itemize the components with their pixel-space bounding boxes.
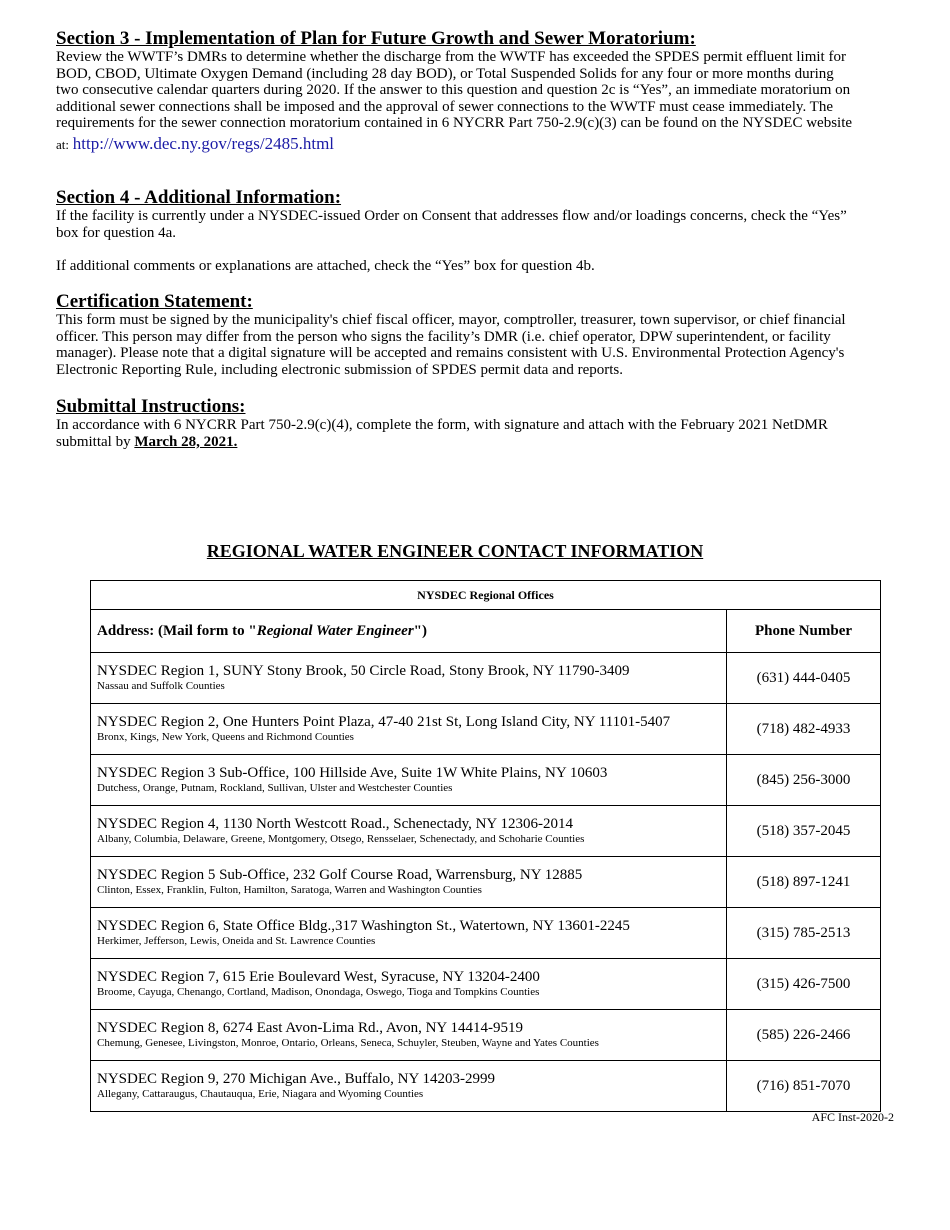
table-row <box>91 1061 881 1112</box>
office-phone: (315) 426-7500 <box>727 959 881 1010</box>
office-address: NYSDEC Region 3 Sub-Office, 100 Hillside Ave, Suite 1W White Plains, NY 10603 <box>97 765 608 781</box>
address-cell <box>91 1061 727 1112</box>
table-row <box>91 959 881 1010</box>
office-phone: (716) 851-7070 <box>727 1061 881 1112</box>
address-cell <box>91 959 727 1010</box>
table-row <box>91 704 881 755</box>
office-counties: Dutchess, Orange, Putnam, Rockland, Sullivan, Ulster and Westchester Counties <box>97 782 453 794</box>
office-counties: Chemung, Genesee, Livingston, Monroe, Ontario, Orleans, Seneca, Schuyler, Steuben, Wayne and Yates Counties <box>97 1037 599 1049</box>
submittal-body <box>56 417 856 450</box>
section-4 <box>56 188 856 275</box>
table-row <box>91 755 881 806</box>
table-row <box>91 806 881 857</box>
table-caption: NYSDEC Regional Offices <box>91 581 881 610</box>
office-phone: (718) 482-4933 <box>727 704 881 755</box>
regional-offices-table <box>90 580 881 1112</box>
office-counties: Albany, Columbia, Delaware, Greene, Montgomery, Otsego, Rensselaer, Schenectady, and Schoharie Counties <box>97 833 585 845</box>
address-header-prefix: Address: (Mail form to " <box>97 622 257 639</box>
section-3-link-line <box>56 134 856 155</box>
address-header <box>91 610 727 653</box>
submittal-body-text: In accordance with 6 NYCRR Part 750-2.9(c)(4), complete the form, with signature and attach with the February 2021 NetDMR submittal by <box>56 417 828 450</box>
address-cell <box>91 653 727 704</box>
table-row <box>91 908 881 959</box>
office-phone: (315) 785-2513 <box>727 908 881 959</box>
table-row <box>91 1010 881 1061</box>
address-header-italic: Regional Water Engineer <box>256 622 414 639</box>
section-3-body: Review the WWTF’s DMRs to determine whether the discharge from the WWTF has exceeded the SPDES permit effluent limit for BOD, CBOD, Ultimate Oxygen Demand (including 28 day BOD), or Total Suspended Solids for any four or more months during two consecutive calendar quarters during 2020. If the answer to this question and question 2c is “Yes”, an immediate moratorium on additional sewer connections shall be imposed and the approval of sewer connections to the WWTF must cease immediately. The requirements for the sewer connection moratorium contained in 6 NYCRR Part 750-2.9(c)(3) can be found on the NYSDEC website <box>56 49 853 132</box>
section-4-para-1: If the facility is currently under a NYSDEC-issued Order on Consent that addresses flow and/or loadings concerns, check the “Yes” box for question 4a. <box>56 208 847 241</box>
office-counties: Clinton, Essex, Franklin, Fulton, Hamilton, Saratoga, Warren and Washington Counties <box>97 884 482 896</box>
office-address: NYSDEC Region 7, 615 Erie Boulevard West, Syracuse, NY 13204-2400 <box>97 969 540 985</box>
office-phone: (518) 357-2045 <box>727 806 881 857</box>
address-cell <box>91 857 727 908</box>
regs-link[interactable]: http://www.dec.ny.gov/regs/2485.html <box>72 133 335 153</box>
address-cell <box>91 755 727 806</box>
office-counties: Herkimer, Jefferson, Lewis, Oneida and St. Lawrence Counties <box>97 935 376 947</box>
phone-header: Phone Number <box>727 610 881 653</box>
address-header-suffix: ") <box>413 622 427 639</box>
certification-heading: Certification Statement: <box>56 291 253 312</box>
office-phone: (631) 444-0405 <box>727 653 881 704</box>
contact-title: REGIONAL WATER ENGINEER CONTACT INFORMATION <box>206 541 704 561</box>
submittal-section <box>56 397 856 450</box>
office-address: NYSDEC Region 8, 6274 East Avon-Lima Rd., Avon, NY 14414-9519 <box>97 1020 523 1036</box>
table-row <box>91 857 881 908</box>
address-cell <box>91 704 727 755</box>
office-counties: Nassau and Suffolk Counties <box>97 680 225 692</box>
submittal-heading: Submittal Instructions: <box>56 396 246 417</box>
office-phone: (518) 897-1241 <box>727 857 881 908</box>
link-lead-text: at: <box>56 136 69 152</box>
table-row <box>91 653 881 704</box>
office-address: NYSDEC Region 2, One Hunters Point Plaza, 47-40 21st St, Long Island City, NY 11101-5407 <box>97 714 671 730</box>
form-code: AFC Inst-2020-2 <box>811 1110 894 1124</box>
submittal-deadline: March 28, 2021. <box>134 433 238 450</box>
address-cell <box>91 908 727 959</box>
office-address: NYSDEC Region 5 Sub-Office, 232 Golf Course Road, Warrensburg, NY 12885 <box>97 867 583 883</box>
certification-body: This form must be signed by the municipality's chief fiscal officer, mayor, comptroller, treasurer, town supervisor, or chief financial officer. This person may differ from the person who signs the facility’s DMR (i.e. chief operator, DPW superintendent, or facility manager). Please note that a digital signature will be accepted and remains consistent with U.S. Environmental Protection Agency's Electronic Reporting Rule, including electronic submission of SPDES permit data and reports. <box>56 312 846 378</box>
office-counties: Broome, Cayuga, Chenango, Cortland, Madison, Onondaga, Oswego, Tioga and Tompkins Counties <box>97 986 540 998</box>
office-address: NYSDEC Region 6, State Office Bldg.,317 Washington St., Watertown, NY 13601-2245 <box>97 918 630 934</box>
office-address: NYSDEC Region 1, SUNY Stony Brook, 50 Circle Road, Stony Brook, NY 11790-3409 <box>97 663 630 679</box>
office-phone: (585) 226-2466 <box>727 1010 881 1061</box>
office-counties: Bronx, Kings, New York, Queens and Richmond Counties <box>97 731 354 743</box>
section-3 <box>56 29 856 155</box>
office-address: NYSDEC Region 4, 1130 North Westcott Road., Schenectady, NY 12306-2014 <box>97 816 573 832</box>
address-cell <box>91 1010 727 1061</box>
section-4-para-2: If additional comments or explanations are attached, check the “Yes” box for question 4b. <box>56 258 595 275</box>
address-cell <box>91 806 727 857</box>
section-4-heading: Section 4 - Additional Information: <box>56 187 342 208</box>
office-counties: Allegany, Cattaraugus, Chautauqua, Erie, Niagara and Wyoming Counties <box>97 1088 424 1100</box>
certification-section <box>56 292 856 378</box>
section-3-heading: Section 3 - Implementation of Plan for Future Growth and Sewer Moratorium: <box>56 28 696 49</box>
office-phone: (845) 256-3000 <box>727 755 881 806</box>
office-address: NYSDEC Region 9, 270 Michigan Ave., Buffalo, NY 14203-2999 <box>97 1071 496 1087</box>
